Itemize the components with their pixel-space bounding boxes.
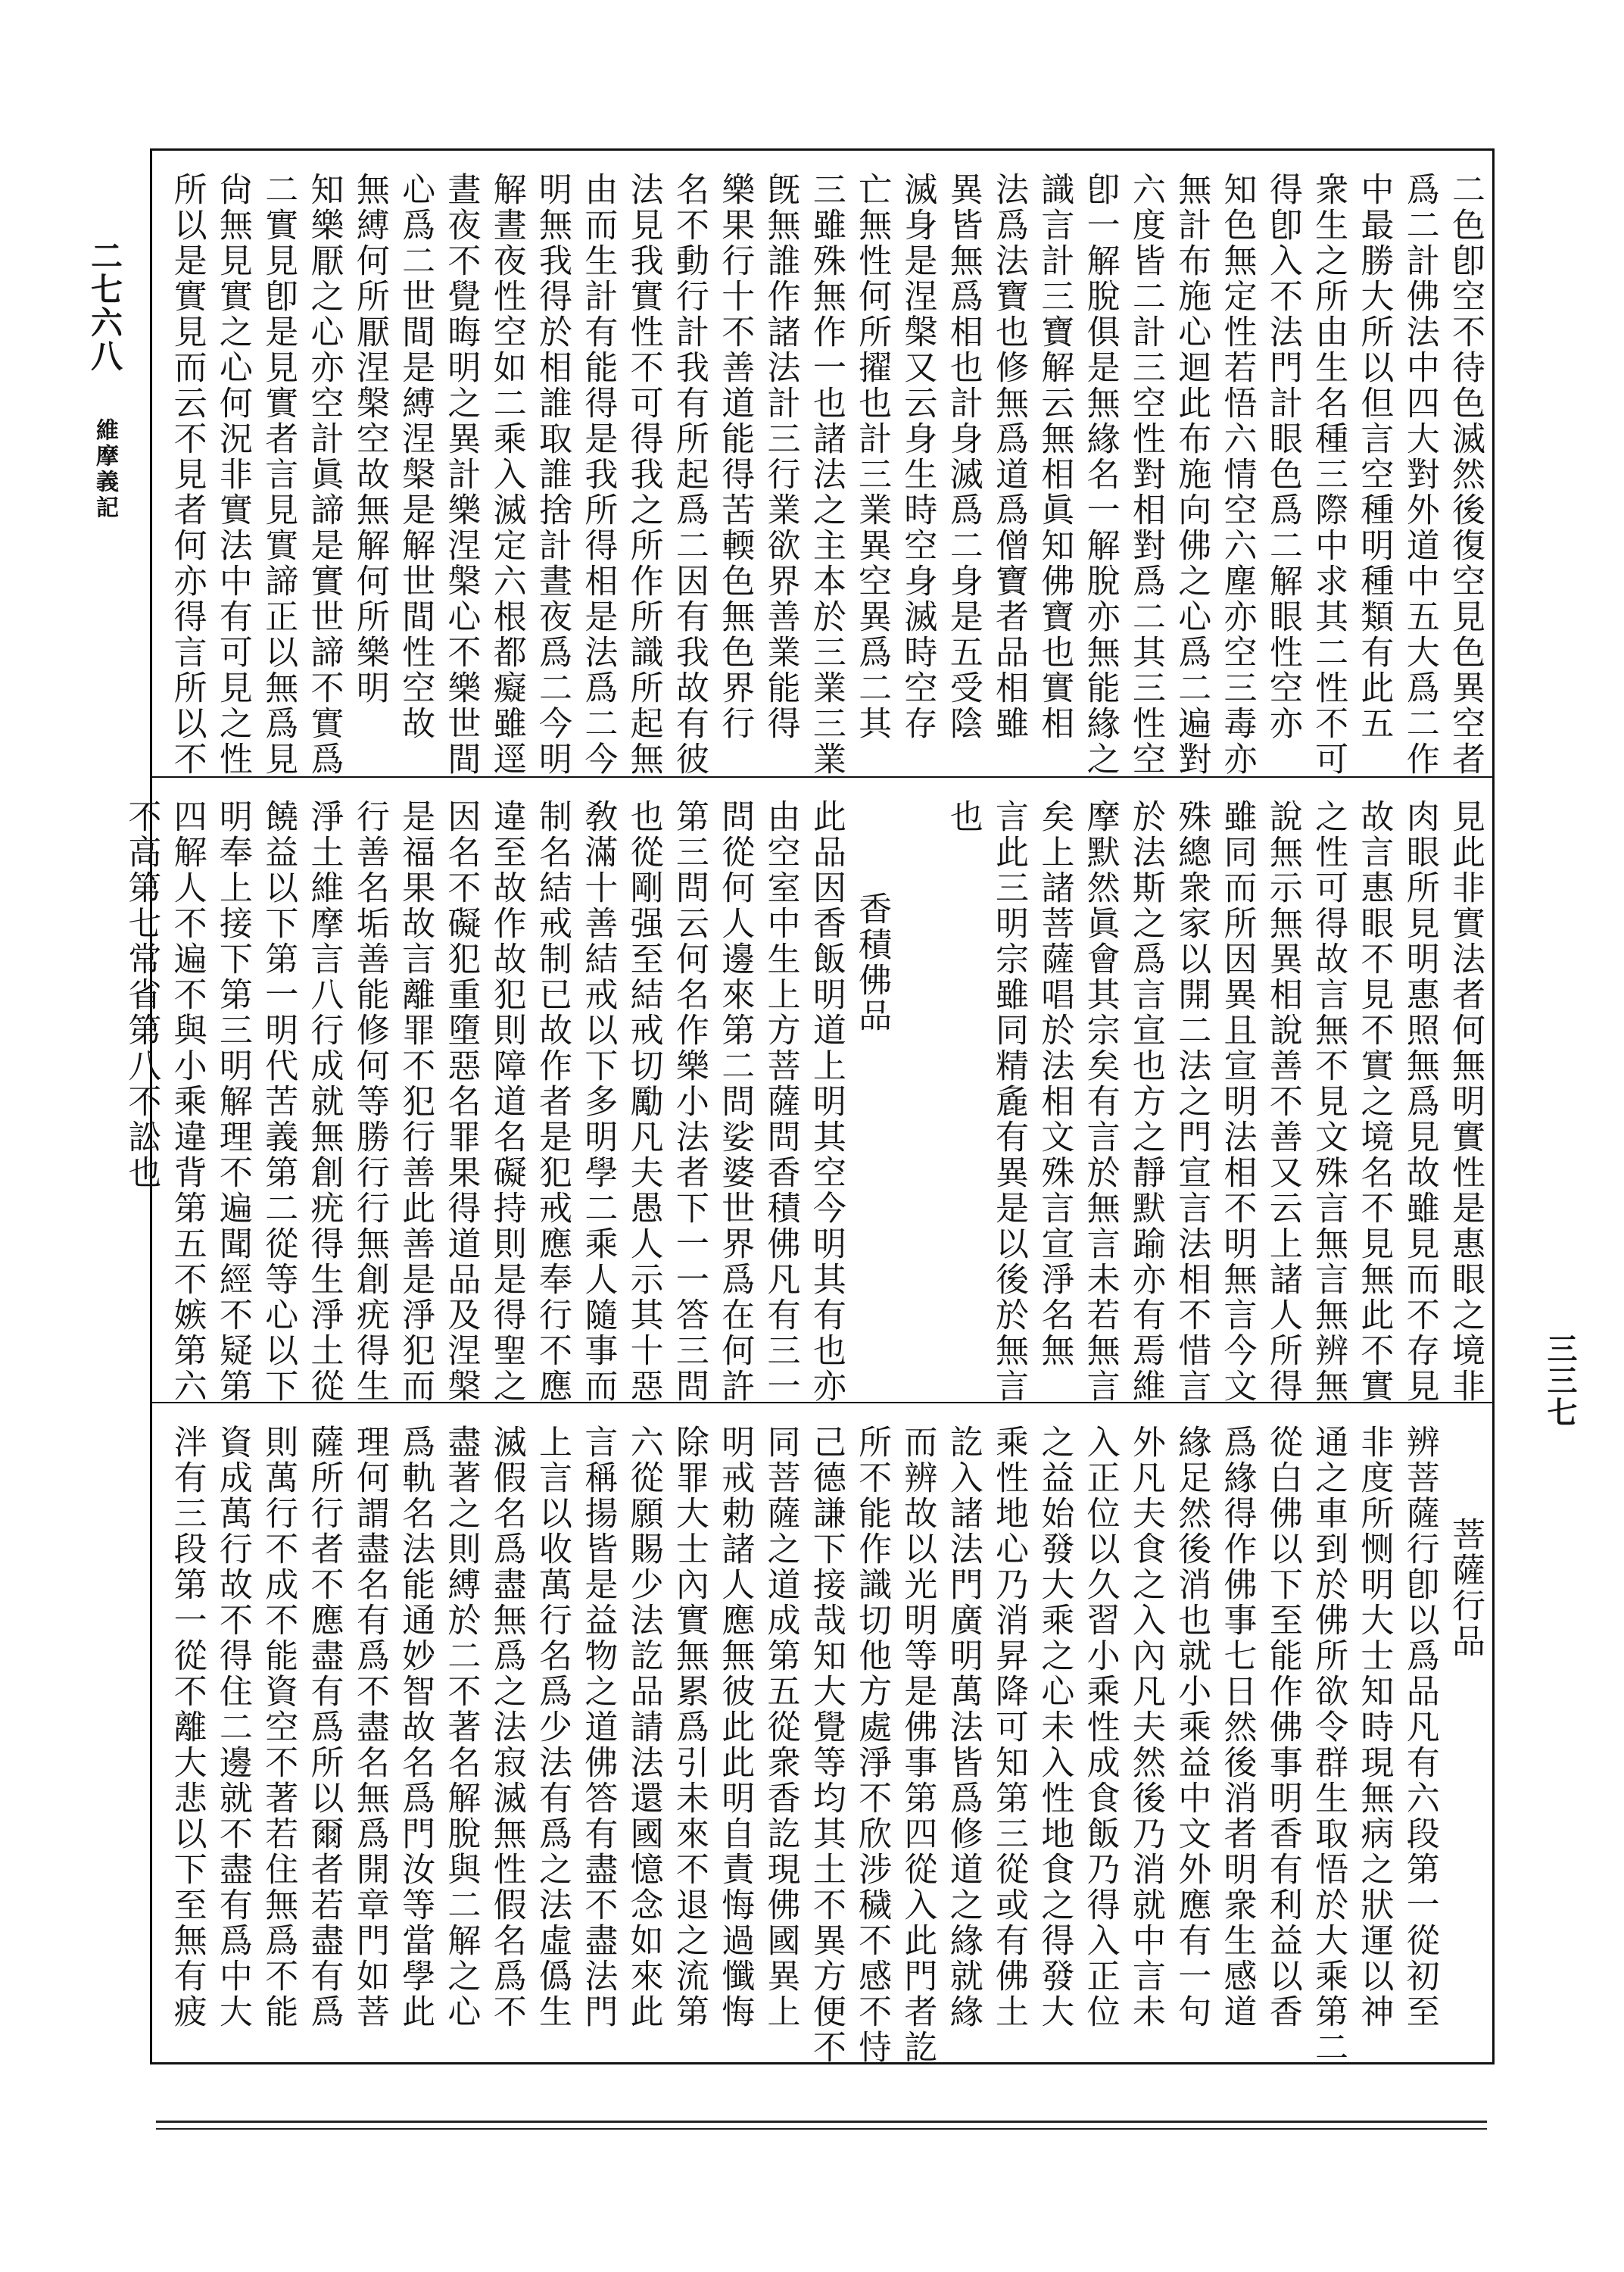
text-column: 明戒勅諸人應無彼此此明自責悔過懺悔: [715, 1425, 755, 2030]
text-column: 矣上諸菩薩唱於法相文殊言宣淨名無: [1035, 799, 1074, 1369]
text-column: 制名結戒制已故作者是犯戒應奉行不應: [533, 799, 572, 1404]
text-column: 卽一解脫俱是無緣名一解脫亦無能緣之: [1080, 172, 1120, 777]
text-column: 非度所恻明大士知時現無病之狀運以神: [1354, 1425, 1394, 2030]
text-band-middle: [122, 778, 1492, 1404]
text-column: 泮有三段第一從不離大悲以下至無有疲: [167, 1425, 207, 2030]
text-column: 見此非實法者何無明實性是惠眼之境非: [1446, 799, 1485, 1404]
text-column: 此品因香飯明道上明其空今明其有也亦: [806, 799, 846, 1404]
text-column: 殊總衆家以開二法之門宣言法相不惜言: [1172, 799, 1211, 1404]
text-column: 入正位以久習小乘性成食飯乃得入正位: [1080, 1425, 1120, 2030]
text-column: 饒益以下第一明代苦義第二從等心以下: [259, 799, 298, 1404]
text-column: 由而生計有能得是我所得相是法爲二今: [578, 172, 618, 777]
text-column: 法見我實性不可得我之所作所識所起無: [624, 172, 663, 777]
text-column: 淨土維摩言八行成就無創疣得生淨土從: [304, 799, 344, 1404]
text-column: 爲軌名法能通妙智故名爲門汝等當學此: [396, 1425, 435, 2030]
text-column: 中最勝大所以但言空種明種類有此五: [1354, 172, 1394, 741]
text-column: 緣足然後消也就小乘益中文外應有一句: [1172, 1425, 1211, 2030]
text-column: 得卽入不法門計眼色爲二解眼性空亦: [1263, 172, 1302, 741]
text-column: 二實見卽是見實者言見實諦正以無爲見: [259, 172, 298, 777]
bottom-rule: [156, 2121, 1487, 2123]
text-column: 心爲二世間是縛涅槃是解世間性空故: [396, 172, 435, 741]
text-column: 解晝夜性空如二乘入滅定六根都癡雖逕: [487, 172, 526, 777]
text-column: 薩所行者不應盡有爲所以爾者若盡有爲: [304, 1425, 344, 2030]
text-column: 名不動行計我有所起爲二因有我故有彼: [669, 172, 709, 777]
text-column: 除罪大士內實無累爲引未來不退之流第: [669, 1425, 709, 2030]
text-column: 於法斯之爲言宣也方之靜默踰亦有焉維: [1126, 799, 1165, 1404]
text-column: 故言惠眼不見不實之境名不見無此不實: [1354, 799, 1394, 1404]
text-column: 尙無見實之心何況非實法中有可見之性: [213, 172, 252, 777]
text-column: 言此三明宗雖同精麁有異是以後於無言: [990, 799, 1028, 1404]
text-band-upper: [152, 151, 1492, 778]
text-column: 理何謂盡名有爲不盡名無爲開章門如菩: [350, 1425, 389, 2030]
text-column: 爲二計佛法中四大對外道中五大爲二作: [1400, 172, 1439, 777]
text-column: 滅假名爲盡無爲之法寂滅無性假名爲不: [487, 1425, 526, 2030]
text-column: 說無示無異相說善不善又云上諸人所得: [1263, 799, 1302, 1404]
text-column: 亡無性何所擢也計三業異空異爲二其: [853, 172, 892, 741]
book-title: 維摩義記: [92, 418, 118, 521]
text-column: 第三問云何名作樂小法者下一一答三問: [669, 799, 709, 1404]
page-number: 二七六八: [86, 239, 123, 373]
text-column: 也從剛强至結戒切勵凡夫愚人示其十惡: [624, 799, 663, 1404]
text-column: 知樂厭之心亦空計眞諦是實世諦不實爲: [304, 172, 344, 777]
text-column: 法爲法寶也修無爲道爲僧寶者品相雖: [990, 172, 1028, 741]
text-column: 則萬行不成不能資空不著若住無爲不能: [259, 1425, 298, 2030]
text-column: 旣無誰作諸法計三行業欲界善業能得: [761, 172, 800, 741]
text-column: 明奉上接下第三明解理不遍聞經不疑第: [213, 799, 252, 1404]
text-column: 識言計三寶解云無相眞知佛寶也實相: [1035, 172, 1074, 741]
bottom-rule-thin: [156, 2128, 1487, 2130]
text-column: 滅身是涅槃又云身生時空身滅時空存: [898, 172, 937, 741]
text-column: 乘性地心乃消昇降可知第三從或有佛土: [990, 1425, 1028, 2030]
text-column: 所以是實見而云不見者何亦得言所以不: [167, 172, 207, 777]
running-header: [83, 239, 126, 860]
text-column: 敎滿十善結戒以下多明學二乘人隨事而: [578, 799, 618, 1404]
text-column: 同菩薩之道成第五從衆香訖現佛國異上: [761, 1425, 800, 2030]
text-column: 辨菩薩行卽以爲品凡有六段第一從初至: [1400, 1425, 1439, 2030]
chapter-heading: 菩薩行品: [1446, 1517, 1485, 1659]
text-column: 樂果行十不善道能得苦輭色無色界行: [715, 172, 755, 741]
text-column: 外凡夫食之入內凡夫然後乃消就中言未: [1126, 1425, 1165, 2030]
text-column: 行善名垢善能修何等勝行行無創疣得生: [350, 799, 389, 1404]
text-column: 三雖殊無作一也諸法之主本於三業三業: [806, 172, 846, 777]
text-column: 晝夜不覺晦明之異計樂涅槃心不樂世間: [441, 172, 481, 777]
text-column: 通之車到於佛所欲令群生取悟於大乘第二: [1309, 1425, 1348, 2065]
text-column: 盡著之則縛於二不著名解脫與二解之心: [441, 1425, 481, 2030]
text-column: 資成萬行故不得住二邊就不盡有爲中大: [213, 1425, 252, 2030]
text-column: 衆生之所由生名種三際中求其二性不可: [1309, 172, 1348, 777]
text-column: 之性可得故言無不見文殊言無言無辨無: [1309, 799, 1348, 1404]
text-column: 知色無定性若悟六情空六塵亦空三毒亦: [1217, 172, 1257, 777]
text-column: 不高第七常省第八不訟也: [122, 799, 161, 1191]
chapter-heading: 香積佛品: [853, 891, 892, 1034]
text-column: 六度皆二計三空性對相對爲二其三性空: [1126, 172, 1165, 777]
text-column: 無計布施心迴此布施向佛之心爲二遍對: [1172, 172, 1211, 777]
text-column: 之益始發大乘之心未入性地食之得發大: [1035, 1425, 1074, 2030]
text-column: 摩默然眞會其宗矣有言於無言未若無言: [1080, 799, 1120, 1404]
text-column: 爲緣得作佛事七日然後消者明衆生感道: [1217, 1425, 1257, 2030]
text-column: 言稱揚皆是益物之道佛答有盡不盡法門: [578, 1425, 618, 2030]
text-column: 違至故作故犯則障道名礙持則是得聖之: [487, 799, 526, 1404]
text-column: 也: [943, 799, 983, 835]
text-column: 雖同而所因異且宣明法相不明無言今文: [1217, 799, 1257, 1404]
text-column: 明無我得於相誰取誰捨計晝夜爲二今明: [533, 172, 572, 777]
text-band-lower: [152, 1403, 1492, 2064]
text-column: 問從何人邊來第二問娑婆世界爲在何許: [715, 799, 755, 1404]
text-column: 異皆無爲相也計身滅爲二身是五受陰: [943, 172, 983, 741]
text-column: 是福果故言離罪不犯行善此善是淨犯而: [396, 799, 435, 1404]
text-column: 訖入諸法門廣明萬法皆爲修道之緣就緣: [943, 1425, 983, 2030]
text-column: 從白佛以下至能作佛事明香有利益以香: [1263, 1425, 1302, 2030]
text-column: 上言以收萬行名爲少法有爲之法虛僞生: [533, 1425, 572, 2030]
folio-number: 三三七: [1542, 1333, 1578, 1428]
text-frame: [122, 148, 1495, 2065]
text-column: 所不能作識切他方處淨不欣涉穢不感不恃: [853, 1425, 892, 2065]
text-column: 無縛何所厭涅槃空故無解何所樂明: [350, 172, 389, 706]
text-column: 四解人不遍不與小乘違背第五不嫉第六: [167, 799, 207, 1404]
text-column: 六從願賜少法訖品請法還國憶念如來此: [624, 1425, 663, 2030]
text-column: 而辨故以光明等是佛事第四從入此門者訖: [898, 1425, 937, 2065]
text-column: 二色卽空不待色滅然後復空見色異空者: [1446, 172, 1485, 777]
text-column: 己德謙下接哉知大覺等均其土不異方便不: [806, 1425, 846, 2065]
text-column: 因名不礙犯重墮惡名罪果得道品及涅槃: [441, 799, 481, 1404]
text-column: 肉眼所見明惠照無爲見故雖見而不存見: [1400, 799, 1439, 1404]
text-column: 由空室中生上方菩薩問香積佛凡有三一: [761, 799, 800, 1404]
